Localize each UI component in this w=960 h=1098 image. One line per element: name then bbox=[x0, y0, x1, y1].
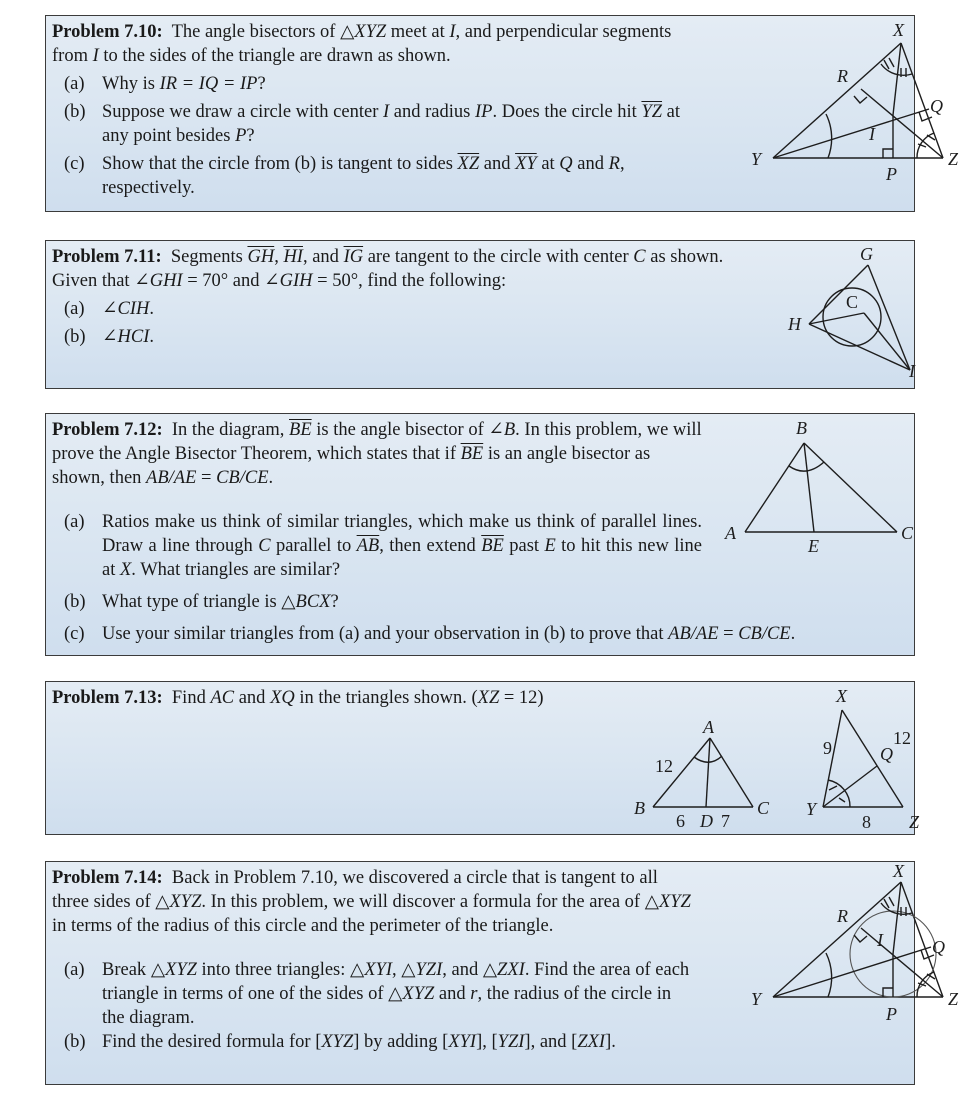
part-b: (b) ∠HCI. bbox=[64, 327, 154, 347]
angle-arc-y bbox=[826, 114, 832, 158]
segment-ci bbox=[864, 313, 910, 370]
label-g: G bbox=[860, 244, 873, 264]
bisector-be bbox=[804, 443, 814, 532]
angle-arc-z bbox=[917, 972, 934, 997]
label-xz-length: 12 bbox=[893, 728, 911, 748]
angle-arc-z bbox=[917, 133, 934, 158]
label-c: C bbox=[901, 523, 914, 543]
label-r: R bbox=[837, 906, 848, 926]
label-z: Z bbox=[948, 989, 959, 1009]
problem-7-11-text: Problem 7.11: Segments $\overline{GH}$, $\overline{HI}$, and $\overline{IG}$ are tangent to the circle with center C as shown. Given that ∠GHI = 70° and ∠GIH = 50°, find the following: (a) ∠CIH. (b) ∠HCI. bbox=[52, 245, 772, 349]
problem-7-10 bbox=[45, 15, 959, 212]
triangle-xyz bbox=[806, 686, 920, 832]
label-a: A bbox=[725, 523, 736, 543]
angle-arc-y bbox=[826, 953, 832, 997]
right-angle-r bbox=[854, 96, 867, 103]
problem-7-13 bbox=[45, 681, 920, 835]
label-r: R bbox=[837, 66, 848, 86]
label-y: Y bbox=[806, 799, 817, 819]
label-bd-length: 6 bbox=[676, 811, 685, 831]
problem-7-12-text: Problem 7.12: In the diagram, $\overline{BE}$ is the angle bisector of ∠B. In this problem, we will prove the Angle Bisector Theorem, which states that if $\overline{BE}$ is an angle bisector as shown, then AB/AE = CB/CE. (a) Ratios make us think of similar triangles, which make us think of parallel lines. Draw a line through C parallel to $\overline{AB}$, then extend $\overline{BE}$ past E to hit this new line at X. What triangles are similar? (b) What type of triangle is △BCX? (c) Use your similar triangles from (a) and your observation in (b) to prove that AB/AE = CB/CE. bbox=[52, 418, 907, 646]
label-d: D bbox=[700, 811, 713, 831]
label-q: Q bbox=[880, 744, 893, 764]
label-q: Q bbox=[930, 96, 943, 116]
problem-title: Problem 7.12: bbox=[52, 420, 163, 440]
triangle-abc bbox=[634, 717, 770, 831]
part-b: (b) Suppose we draw a circle with center I and radius IP. Does the circle hit $\overline{YZ}$ at any point besides P? bbox=[64, 102, 680, 146]
label-b: B bbox=[634, 798, 645, 818]
part-a: (a) Break △XYZ into three triangles: △XYI, △YZI, and △ZXI. Find the area of each triangle in terms of one of the sides of △XYZ and r, the radius of the circle in the diagram. bbox=[64, 960, 690, 1028]
label-x: X bbox=[893, 861, 904, 881]
tangent-circle-diagram bbox=[761, 241, 916, 389]
bisector-x bbox=[893, 43, 901, 115]
side-bc bbox=[804, 443, 897, 532]
part-b: (b) Find the desired formula for [XYZ] by adding [XYI], [YZI], and [ZXI]. bbox=[64, 1032, 616, 1052]
problem-7-12 bbox=[45, 413, 915, 656]
angle-bisector-diagram bbox=[706, 414, 916, 559]
label-a: A bbox=[703, 717, 714, 737]
problem-title: Problem 7.14: bbox=[52, 868, 163, 888]
label-b: B bbox=[796, 418, 807, 438]
label-i: I bbox=[877, 930, 883, 950]
label-i: I bbox=[909, 361, 915, 381]
segment-gh bbox=[809, 265, 868, 324]
incircle-diagram bbox=[701, 861, 959, 1037]
problem-title: Problem 7.11: bbox=[52, 247, 162, 267]
side-yx bbox=[773, 43, 901, 158]
part-a: (a) ∠CIH. bbox=[64, 299, 154, 319]
angle-arc-x bbox=[881, 903, 912, 914]
label-yz-length: 8 bbox=[862, 812, 871, 832]
incenter-diagram bbox=[701, 16, 959, 211]
label-x: X bbox=[836, 686, 847, 706]
angle-arc-x bbox=[881, 64, 912, 75]
label-y: Y bbox=[751, 989, 762, 1009]
label-xy-length: 9 bbox=[823, 738, 832, 758]
label-ab-length: 12 bbox=[655, 756, 673, 776]
triangles-diagram bbox=[621, 682, 920, 834]
label-dc-length: 7 bbox=[721, 811, 730, 831]
segment-hc bbox=[809, 313, 864, 324]
right-angle-r bbox=[854, 935, 867, 942]
label-x: X bbox=[893, 20, 904, 40]
problem-title: Problem 7.10: bbox=[52, 22, 163, 42]
problem-7-14 bbox=[45, 861, 959, 1085]
label-p: P bbox=[886, 1004, 897, 1024]
part-a: (a) Why is IR = IQ = IP? bbox=[64, 74, 266, 94]
bisector-y bbox=[773, 109, 929, 158]
label-z: Z bbox=[909, 812, 920, 832]
part-c: (c) Show that the circle from (b) is tangent to sides $\overline{XZ}$ and $\overline{XY}$ at Q and R, respectively. bbox=[64, 154, 625, 198]
label-c: C bbox=[757, 798, 770, 818]
label-z: Z bbox=[948, 149, 959, 169]
part-a: (a) Ratios make us think of similar triangles, which make us think of parallel lines. Draw a line through C parallel to $\overline{AB}$, then extend $\overline{BE}$ past E to hit this new line at X. What triangles are similar? bbox=[64, 512, 702, 580]
right-angle-p bbox=[883, 149, 893, 158]
bisector-y bbox=[773, 947, 931, 997]
side-ab bbox=[745, 443, 804, 532]
label-p: P bbox=[886, 164, 897, 184]
problem-7-13-text: Problem 7.13: Find AC and XQ in the triangles shown. (XZ = 12) bbox=[52, 688, 544, 708]
label-q: Q bbox=[932, 937, 945, 957]
label-e: E bbox=[808, 536, 819, 556]
label-y: Y bbox=[751, 149, 762, 169]
bisector-x bbox=[893, 882, 901, 954]
problem-title: Problem 7.13: bbox=[52, 688, 163, 708]
label-i: I bbox=[869, 124, 875, 144]
part-b: (b) What type of triangle is △BCX? bbox=[64, 592, 339, 612]
label-c: C bbox=[846, 292, 859, 312]
problem-7-10-text: Problem 7.10: The angle bisectors of △XYZ meet at I, and perpendicular segments from I to the sides of the triangle are drawn as shown. (a) Why is IR = IQ = IP? (b) Suppose we draw a circle with center I and radius IP. Does the circle hit $\overline{YZ}$ at any point besides P? (c) Show that the circle from (b) is tangent to sides $\overline{XZ}$ and $\overline{XY}$ at Q and R, respectively. bbox=[52, 20, 692, 200]
label-h: H bbox=[788, 314, 801, 334]
part-c: (c) Use your similar triangles from (a) and your observation in (b) to prove that AB/AE = CB/CE. bbox=[64, 624, 796, 644]
problem-7-11 bbox=[45, 240, 915, 389]
problem-7-14-text: Problem 7.14: Back in Problem 7.10, we discovered a circle that is tangent to all three sides of △XYZ. In this problem, we will discover a formula for the area of △XYZ in terms of the radius of this circle and the perimeter of the triangle. (a) Break △XYZ into three triangles: △XYI, △YZI, and △ZXI. Find the area of each triangle in terms of one of the sides of △XYZ and r, the radius of the circle in the diagram. (b) Find the desired formula for [XYZ] by adding [XYI], [YZI], and [ZXI]. bbox=[52, 866, 907, 1054]
